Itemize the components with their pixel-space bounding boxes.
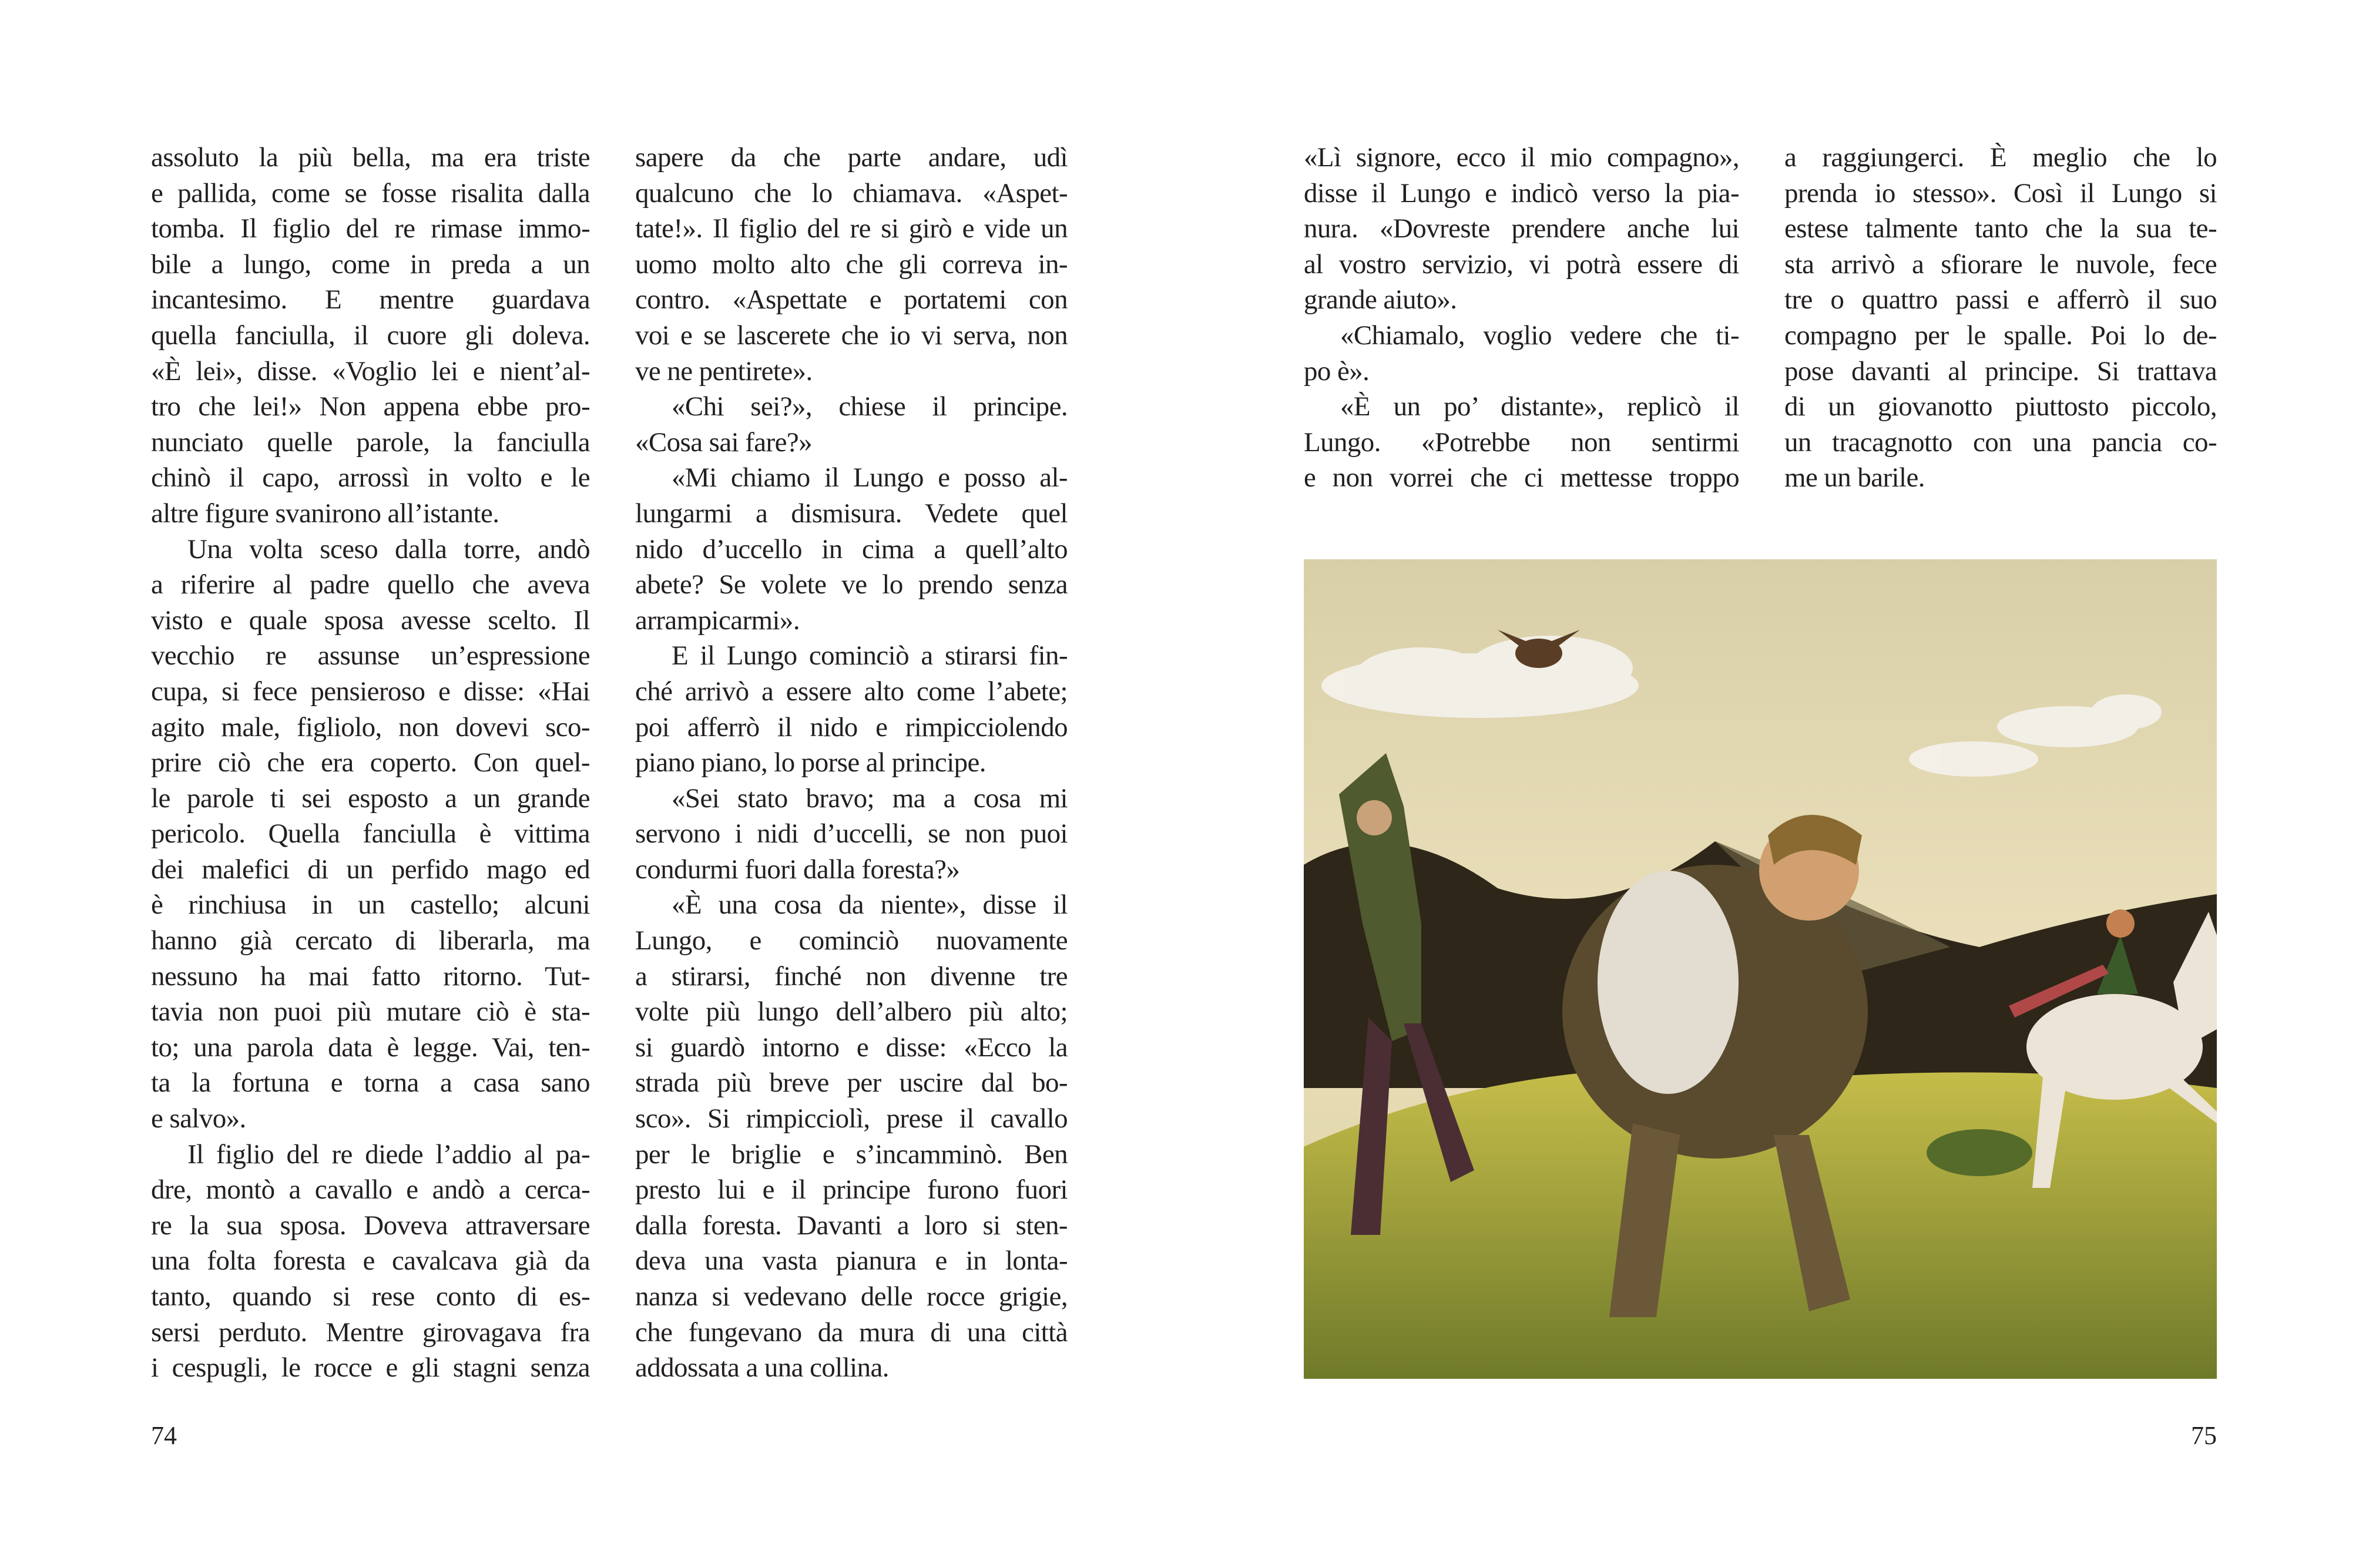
paragraph [635,460,1068,638]
text-line: voi e se lascerete che io vi serva, non [635,320,1068,351]
text-line: tomba. Il figlio del re rimase immo- [151,213,590,244]
text-line: to; una parola data è legge. Vai, ten- [151,1032,590,1063]
text-line: pericolo. Quella fanciulla è vittima [151,818,590,850]
text-line: «Chiamalo, voglio vedere che ti- [1340,320,1739,351]
text-line: ché arrivò a essere alto come l’abete; [635,676,1068,707]
text-column-right-page-2 [1784,140,2217,496]
paragraph [1304,318,1739,389]
text-line: tate!». Il figlio del re si girò e vide un [635,213,1068,244]
text-line: tre o quattro passi e afferrò il suo [1784,284,2217,315]
text-line: sta arrivò a sfiorare le nuvole, fece [1784,249,2217,280]
text-line: a riferire al padre quello che aveva [151,569,590,600]
text-line: nessuno ha mai fatto ritorno. Tut- [151,961,590,992]
text-line: agito male, figliolo, non dovevi sco- [151,711,590,743]
text-line: altre figure svanirono all’istante. [151,498,499,529]
text-line: incantesimo. E mentre guardava [151,284,590,315]
text-line: Il figlio del re diede l’addio al pa- [187,1139,590,1170]
text-line: nanza si vedevano delle rocce grigie, [635,1281,1068,1312]
text-line: bile a lungo, come in preda a un [151,249,590,280]
text-line: assoluto la più bella, ma era triste [151,142,590,173]
paragraph [1304,389,1739,496]
text-line: «È una cosa da niente», disse il [672,889,1068,921]
text-line: poi afferrò il nido e rimpicciolendo [635,711,1068,743]
text-line: dre, montò a cavallo e andò a cerca- [151,1174,590,1206]
text-line: le parole ti sei esposto a un grande [151,783,590,814]
text-line: tanto, quando si rese conto di es- [151,1281,590,1312]
text-line: «È un po’ distante», replicò il [1340,391,1739,422]
text-line: condurmi fuori dalla foresta?» [635,854,960,885]
text-line: tavia non puoi più mutare ciò è sta- [151,996,590,1028]
text-line: compagno per le spalle. Poi lo de- [1784,320,2217,351]
paragraph [151,532,590,1137]
text-line: uomo molto alto che gli correva in- [635,249,1068,280]
text-line: strada più breve per uscire dal bo- [635,1067,1068,1099]
text-line: po è». [1304,355,1370,387]
text-line: «Mi chiamo il Lungo e posso al- [672,462,1068,493]
text-column-left-page-2 [635,140,1068,1386]
text-line: addossata a una collina. [635,1352,889,1384]
paragraph [1304,140,1739,318]
text-line: sapere da che parte andare, udì [635,142,1068,173]
paragraph [635,140,1068,389]
text-line: sersi perduto. Mentre girovagava fra [151,1317,590,1348]
text-line: dei malefici di un perfido mago ed [151,854,590,885]
text-line: piano piano, lo porse al principe. [635,747,986,778]
paragraph [635,389,1068,460]
text-line: e pallida, come se fosse risalita dalla [151,177,590,209]
text-column-right-page-1 [1304,140,1739,496]
text-line: è rinchiusa in un castello; alcuni [151,889,590,921]
text-line: contro. «Aspettate e portatemi con [635,284,1068,315]
text-line: «Cosa sai fare?» [635,427,812,458]
text-line: lungarmi a dismisura. Vedete quel [635,498,1068,529]
text-line: di un giovanotto piuttosto piccolo, [1784,391,2217,422]
text-line: visto e quale sposa avesse scelto. Il [151,605,590,636]
text-line: quella fanciulla, il cuore gli doleva. [151,320,590,351]
text-line: si guardò intorno e disse: «Ecco la [635,1032,1068,1063]
text-line: nunciato quelle parole, la fanciulla [151,427,590,458]
paragraph [151,1137,590,1386]
text-line: qualcuno che lo chiamava. «Aspet- [635,177,1068,209]
text-line: un tracagnotto con una pancia co- [1784,427,2217,458]
text-line: sco». Si rimpicciolì, prese il cavallo [635,1103,1068,1134]
text-line: re la sua sposa. Doveva attraversare [151,1210,590,1241]
text-line: abete? Se volete ve lo prendo senza [635,569,1068,600]
text-line: nura. «Dovreste prendere anche lui [1304,213,1739,244]
text-line: per le briglie e s’incamminò. Ben [635,1139,1068,1170]
text-line: «È lei», disse. «Voglio lei e nient’al- [151,355,590,387]
text-line: a raggiungerci. È meglio che lo [1784,142,2217,173]
text-line: «Sei stato bravo; ma a cosa mi [672,783,1068,814]
text-line: dalla foresta. Davanti a loro si sten- [635,1210,1068,1241]
text-line: volte più lungo dell’albero più alto; [635,996,1068,1028]
paragraph [151,140,590,532]
text-line: cupa, si fece pensieroso e disse: «Hai [151,676,590,707]
text-line: vecchio re assunse un’espressione [151,640,590,671]
text-line: pose davanti al principe. Si trattava [1784,355,2217,387]
text-line: a stirarsi, finché non divenne tre [635,961,1068,992]
text-line: nido d’uccello in cima a quell’alto [635,533,1068,565]
text-line: e non vorrei che ci mettesse troppo [1304,462,1739,493]
text-line: prire ciò che era coperto. Con quel- [151,747,590,778]
text-line: deva una vasta pianura e in lonta- [635,1245,1068,1277]
text-line: «Chi sei?», chiese il principe. [672,391,1068,422]
text-line: Lungo. «Potrebbe non sentirmi [1304,427,1739,458]
paragraph [635,781,1068,888]
bush [1927,1129,2032,1176]
text-line: e salvo». [151,1103,246,1134]
text-line: disse il Lungo e indicò verso la pia- [1304,177,1739,209]
page-number-left: 74 [151,1421,177,1450]
text-line: tro che lei!» Non appena ebbe pro- [151,391,590,422]
paragraph [1784,140,2217,496]
text-line: grande aiuto». [1304,284,1457,315]
text-line: Una volta sceso dalla torre, andò [187,533,590,565]
text-line: i cespugli, le rocce e gli stagni senza [151,1352,590,1384]
text-line: ta la fortuna e torna a casa sano [151,1067,590,1099]
text-line: me un barile. [1784,462,1925,493]
text-line: al vostro servizio, vi potrà essere di [1304,249,1739,280]
page-number-right: 75 [2191,1421,2217,1450]
text-line: prenda io stesso». Così il Lungo si [1784,177,2217,209]
text-line: servono i nidi d’uccelli, se non puoi [635,818,1068,850]
story-illustration [1304,559,2217,1379]
text-line: presto lui e il principe furono fuori [635,1174,1068,1206]
text-line: E il Lungo cominciò a stirarsi fin- [672,640,1068,671]
text-line: una folta foresta e cavalcava già da [151,1245,590,1277]
text-line: estese talmente tanto che la sua te- [1784,213,2217,244]
paragraph [635,887,1068,1385]
text-line: hanno già cercato di liberarla, ma [151,925,590,956]
text-line: ve ne pentirete». [635,355,813,387]
text-line: Lungo, e cominciò nuovamente [635,925,1068,956]
text-line: arrampicarmi». [635,605,800,636]
text-line: che fungevano da mura di una città [635,1317,1068,1348]
text-column-left-page-1 [151,140,590,1386]
paragraph [635,638,1068,780]
text-line: chinò il capo, arrossì in volto e le [151,462,590,493]
text-line: «Lì signore, ecco il mio compagno», [1304,142,1739,173]
